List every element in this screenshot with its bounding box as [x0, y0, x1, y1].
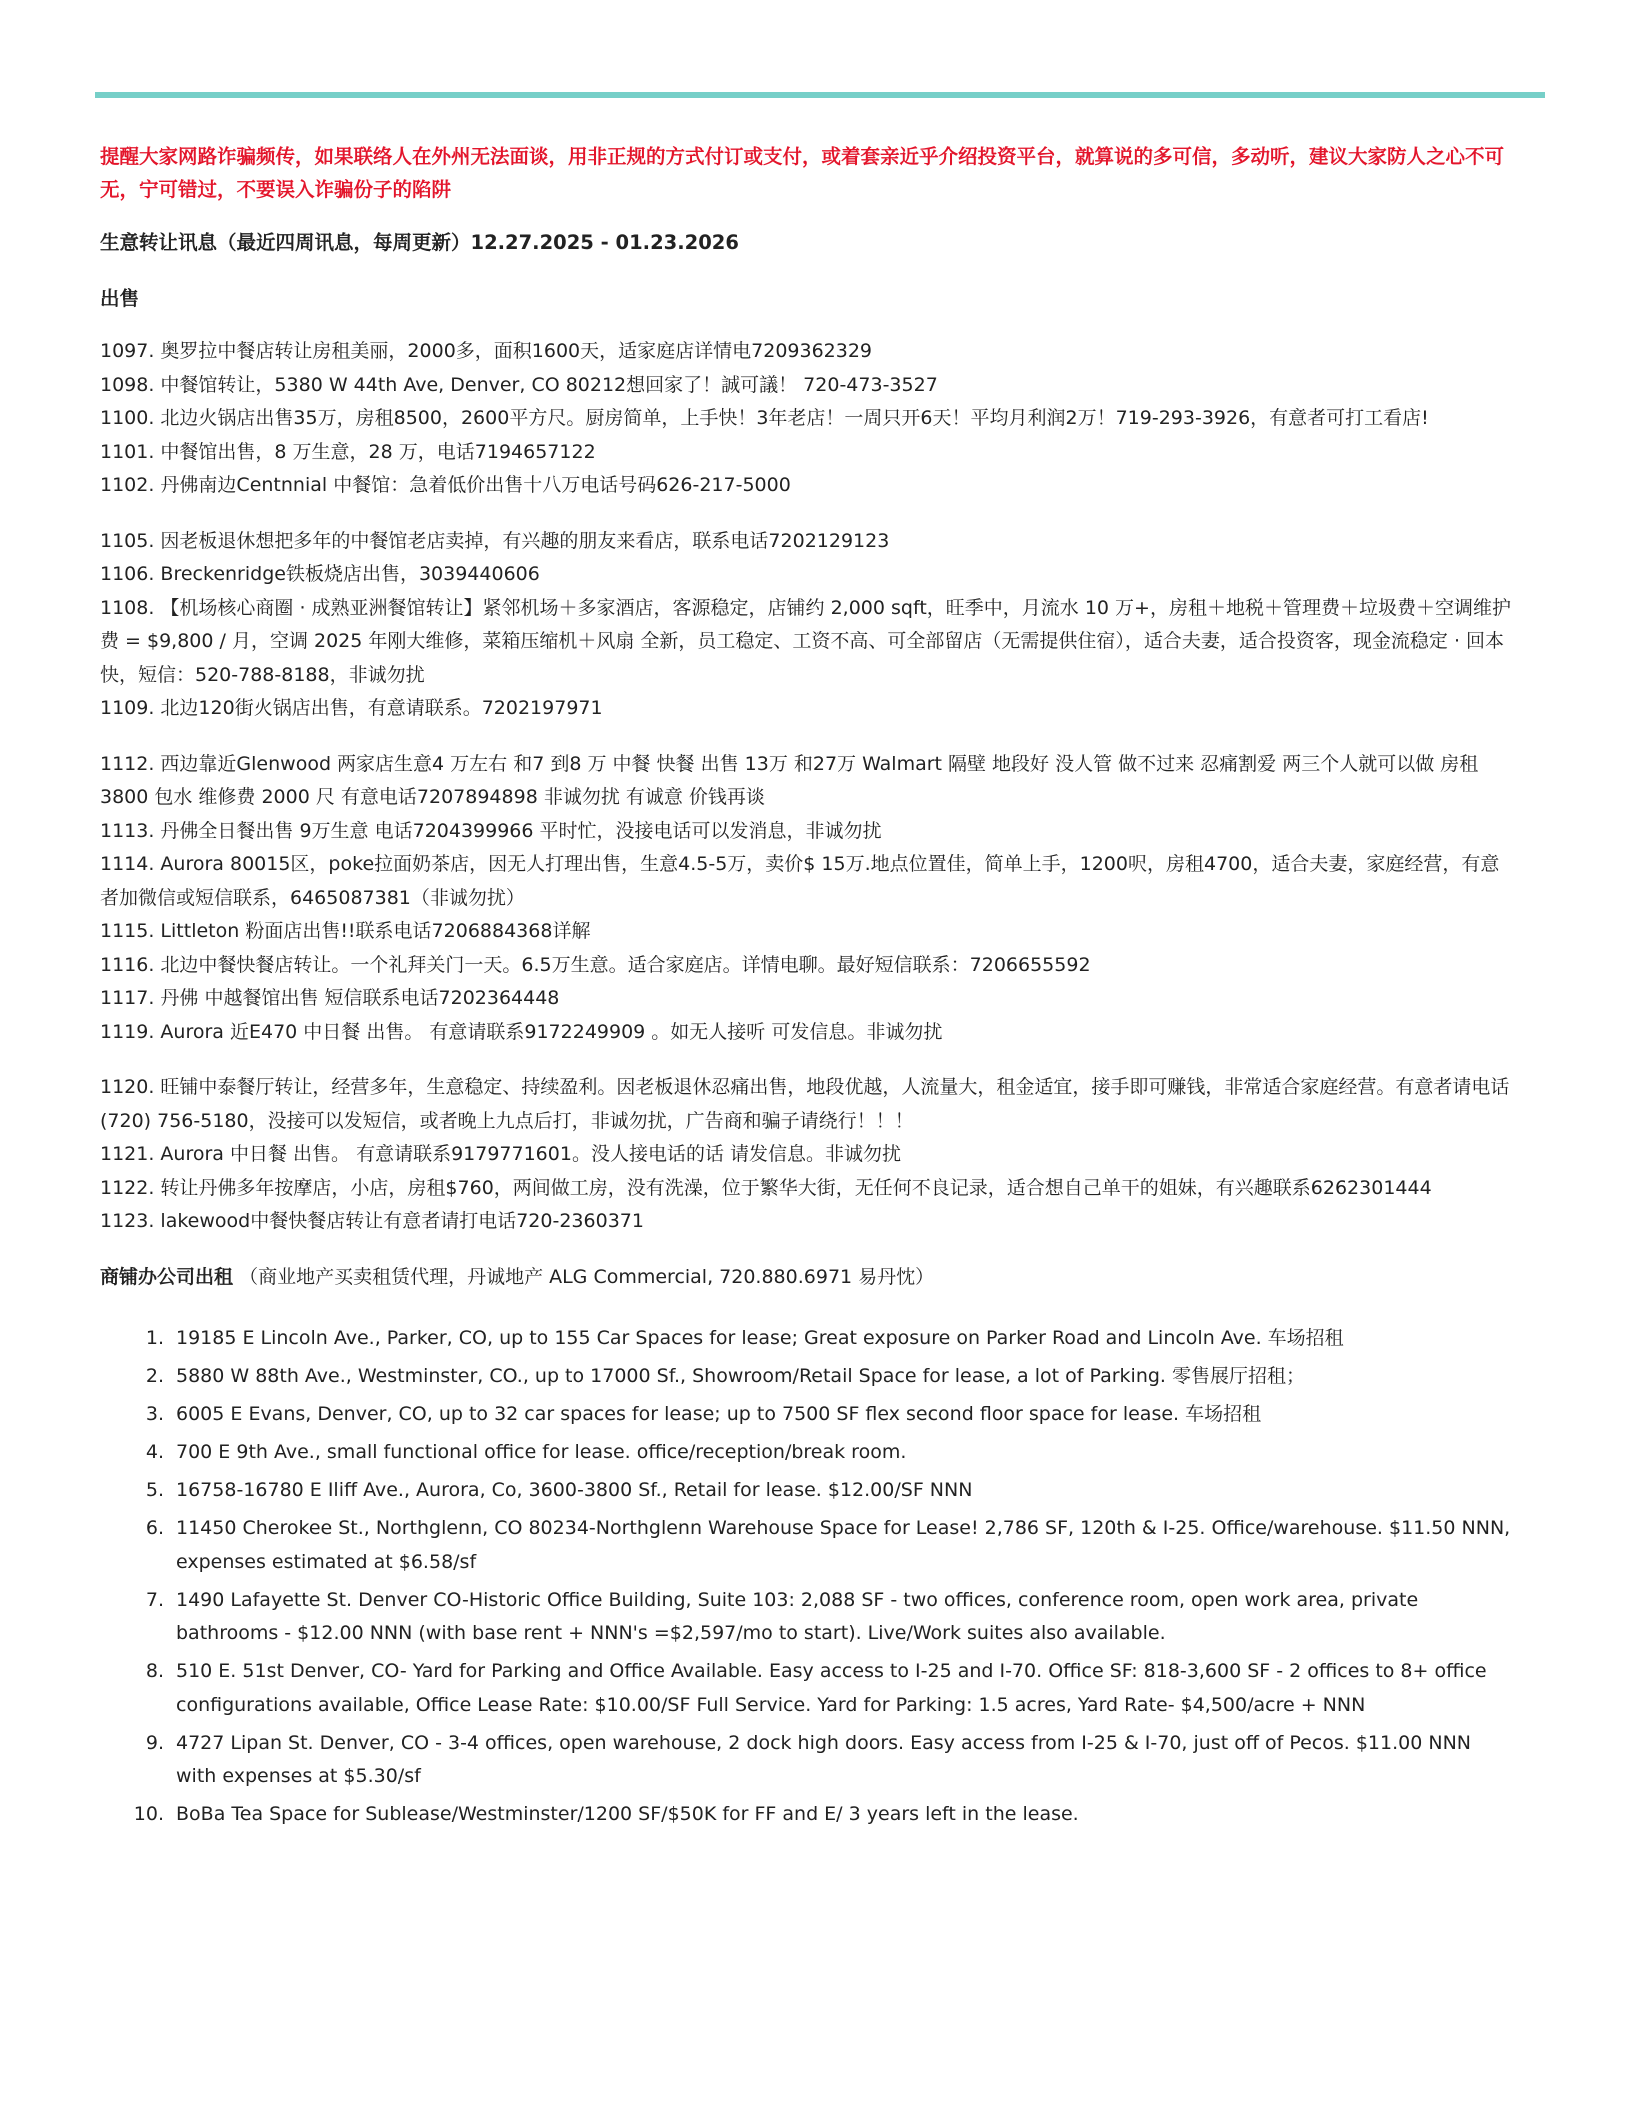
commercial-listing	[133, 1798, 1515, 1832]
commercial-listings	[100, 1322, 1515, 1832]
listing-text: 5880 W 88th Ave., Westminster, CO., up to 17000 Sf., Showroom/Retail Space for lease, a lot of Parking. 零售展厅招租；	[176, 1365, 1306, 1387]
list-number: 5.	[145, 1479, 164, 1501]
commercial-section-title: 商铺办公司出租	[100, 1265, 234, 1288]
sale-group	[100, 748, 1515, 1050]
sale-group	[100, 1071, 1515, 1239]
sale-listing: 1122. 转让丹佛多年按摩店，小店，房租$760，两间做工房，没有洗澡，位于繁华大街，无任何不良记录，适合想自己单干的姐妹，有兴趣联系6262301444	[100, 1176, 1432, 1199]
sale-listing: 1117. 丹佛 中越餐馆出售 短信联系电话7202364448	[100, 987, 560, 1009]
document-content	[100, 140, 1515, 1836]
list-number: 8.	[145, 1660, 164, 1682]
listing-text: BoBa Tea Space for Sublease/Westminster/1200 SF/$50K for FF and E/ 3 years left in the lease.	[176, 1803, 1079, 1825]
sale-listing: 1123. lakewood中餐快餐店转让有意者请打电话720-2360371	[100, 1210, 644, 1232]
sale-listing: 1098. 中餐馆转让，5380 W 44th Ave, Denver, CO 80212想回家了！誠可議！ 720-473-3527	[100, 373, 938, 396]
commercial-listing	[145, 1398, 1515, 1432]
listing-text: 700 E 9th Ave., small functional office for lease. office/reception/break room.	[176, 1441, 907, 1463]
listing-text: 1490 Lafayette St. Denver CO-Historic Office Building, Suite 103: 2,088 SF - two offices, conference room, open work area, private bathrooms - $12.00 NNN (with base rent + NNN's =$2,597/mo to start). Live/Work suites also available.	[176, 1588, 1419, 1644]
listing-text: 19185 E Lincoln Ave., Parker, CO, up to 155 Car Spaces for lease; Great exposure on Parker Road and Lincoln Ave. 车场招租	[176, 1327, 1344, 1349]
listing-text: 16758-16780 E Iliff Ave., Aurora, Co, 3600-3800 Sf., Retail for lease. $12.00/SF NNN	[176, 1479, 973, 1501]
list-number: 1.	[145, 1327, 164, 1349]
sale-listing: 1108. 【机场核心商圈 · 成熟亚洲餐馆转让】紧邻机场＋多家酒店，客源稳定，店铺约 2,000 sqft，旺季中，月流水 10 万+，房租＋地税＋管理费＋垃圾费＋空调维护费 = $9,800 / 月，空调 2025 年刚大维修，菜箱压缩机＋风扇 全新，员工稳定、工资不高、可全部留店（无需提供住宿），适合夫妻，适合投资客，现金流稳定 · 回本快，短信：520-788-8188，非诚勿扰	[100, 596, 1511, 686]
sale-listing: 1116. 北边中餐快餐店转让。一个礼拜关门一天。6.5万生意。适合家庭店。详情电聊。最好短信联系：7206655592	[100, 953, 1091, 976]
list-number: 7.	[145, 1588, 164, 1611]
commercial-listing	[145, 1360, 1515, 1394]
sale-section-title: 出售	[100, 286, 140, 310]
sale-listing: 1102. 丹佛南边Centnnial 中餐馆：急着低价出售十八万电话号码626-217-5000	[100, 474, 791, 496]
list-number: 3.	[145, 1403, 164, 1425]
commercial-listing	[145, 1474, 1515, 1508]
sale-listing: 1105. 因老板退休想把多年的中餐馆老店卖掉，有兴趣的朋友来看店，联系电话7202129123	[100, 529, 890, 552]
commercial-section-subtitle: （商业地产买卖租赁代理，丹诚地产 ALG Commercial, 720.880.6971 易丹忱）	[239, 1265, 935, 1288]
listing-text: 11450 Cherokee St., Northglenn, CO 80234-Northglenn Warehouse Space for Lease! 2,786 SF, 120th & I-25. Office/warehouse. $11.50 NNN, expenses estimated at $6.58/sf	[176, 1517, 1511, 1573]
listing-text: 4727 Lipan St. Denver, CO - 3-4 offices, open warehouse, 2 dock high doors. Easy access from I-25 & I-70, just off of Pecos. $11.00 NNN with expenses at $5.30/sf	[176, 1731, 1472, 1787]
sale-listing: 1109. 北边120街火锅店出售，有意请联系。7202197971	[100, 697, 603, 719]
sale-listing: 1121. Aurora 中日餐 出售。 有意请联系9179771601。没人接电话的话 请发信息。非诚勿扰	[100, 1143, 901, 1165]
listing-text: 6005 E Evans, Denver, CO, up to 32 car spaces for lease; up to 7500 SF flex second floor space for lease. 车场招租	[176, 1403, 1262, 1425]
sale-listing: 1101. 中餐馆出售，8 万生意，28 万，电话7194657122	[100, 440, 596, 463]
list-number: 6.	[145, 1517, 164, 1539]
commercial-listing	[145, 1655, 1515, 1722]
sale-listing: 1106. Breckenridge铁板烧店出售，3039440606	[100, 563, 540, 585]
sale-listing: 1120. 旺铺中泰餐厅转让，经营多年，生意稳定、持续盈利。因老板退休忍痛出售，地段优越，人流量大，租金适宜，接手即可赚钱，非常适合家庭经营。有意者请电话(720) 756-5180，没接可以发短信，或者晚上九点后打，非诚勿扰，广告商和骗子请绕行！！！	[100, 1076, 1510, 1132]
sale-group	[100, 525, 1515, 726]
commercial-listing	[145, 1512, 1515, 1579]
commercial-listing	[145, 1727, 1515, 1794]
list-number: 4.	[145, 1441, 164, 1463]
sale-listing: 1112. 西边靠近Glenwood 两家店生意4 万左右 和7 到8 万 中餐 快餐 出售 13万 和27万 Walmart 隔壁 地段好 没人管 做不过来 忍痛割爱 两三个人就可以做 房租3800 包水 维修费 2000 尺 有意电话7207894898 非诚勿扰 有诚意 价钱再谈	[100, 752, 1479, 808]
commercial-listing	[145, 1584, 1515, 1651]
sale-group	[100, 335, 1515, 503]
sale-listing: 1097. 奥罗拉中餐店转让房租美丽，2000多，面积1600天，适家庭店详情电7209362329	[100, 340, 873, 362]
list-number: 9.	[145, 1731, 164, 1754]
commercial-listing	[145, 1322, 1515, 1356]
top-accent-bar	[95, 92, 1545, 98]
list-number: 2.	[145, 1365, 164, 1387]
scam-warning: 提醒大家网路诈骗频传，如果联络人在外州无法面谈，用非正规的方式付订或支付，或着套亲近乎介绍投资平台，就算说的多可信，多动听，建议大家防人之心不可无，宁可错过，不要误入诈骗份子的陷阱	[100, 145, 1505, 201]
listing-text: 510 E. 51st Denver, CO- Yard for Parking and Office Available. Easy access to I-25 and I-70. Office SF: 818-3,600 SF - 2 offices to 8+ office configurations available, Office Lease Rate: $10.00/SF Full Service. Yard for Parking: 1.5 acres, Yard Rate- $4,500/acre + NNN	[176, 1660, 1487, 1716]
list-number: 10.	[133, 1803, 164, 1825]
sale-listing: 1119. Aurora 近E470 中日餐 出售。 有意请联系9172249909 。如无人接听 可发信息。非诚勿扰	[100, 1020, 943, 1043]
listings-heading: 生意转让讯息（最近四周讯息，每周更新）12.27.2025 - 01.23.2026	[100, 231, 739, 254]
commercial-listing	[145, 1436, 1515, 1470]
sale-listing: 1113. 丹佛全日餐出售 9万生意 电话7204399966 平时忙，没接电话可以发消息，非诚勿扰	[100, 819, 882, 842]
sale-listing: 1114. Aurora 80015区，poke拉面奶茶店，因无人打理出售，生意4.5-5万，卖价$ 15万.地点位置佳，简单上手，1200呎，房租4700，适合夫妻，家庭经营，有意者加微信或短信联系，6465087381（非诚勿扰）	[100, 853, 1500, 909]
commercial-section-heading	[100, 1261, 1515, 1295]
sale-listing: 1100. 北边火锅店出售35万，房租8500，2600平方尺。厨房简单，上手快！3年老店！一周只开6天！平均月利润2万！719-293-3926，有意者可打工看店!	[100, 407, 1429, 429]
sale-listing: 1115. Littleton 粉面店出售!!联系电话7206884368详解	[100, 920, 591, 942]
